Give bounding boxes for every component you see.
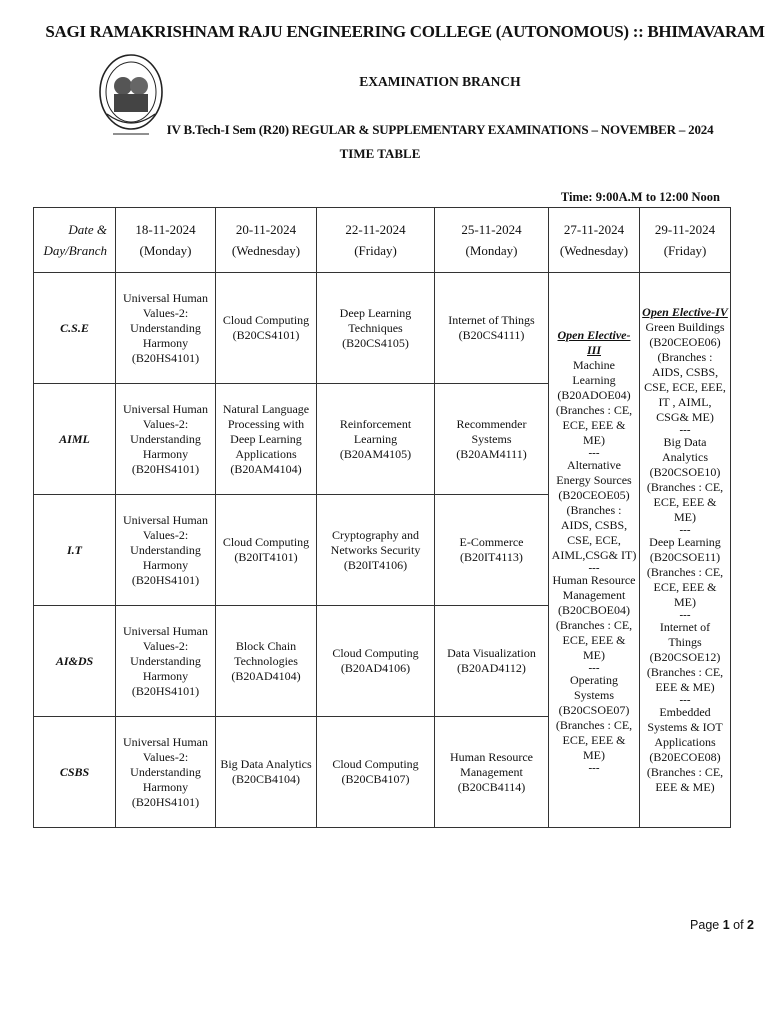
subject-code: (B20CS4105) (342, 335, 409, 350)
subject-cell (435, 495, 549, 606)
elective-code: (B20CEOE05) (558, 487, 630, 502)
subject-cell (435, 384, 549, 495)
subject-code: (B20HS4101) (131, 794, 200, 809)
date-header (116, 208, 216, 273)
elective-branches: (Branches : CE, ECE, EEE & ME) (555, 402, 633, 447)
subject-title: Universal Human Values-2: Understanding Harmony (123, 290, 208, 350)
elective-branches: (Branches : CE, ECE, EEE & ME) (555, 717, 633, 762)
date: 27-11-2024 (563, 222, 625, 237)
date: 20-11-2024 (235, 222, 297, 237)
subject-cell (216, 495, 317, 606)
subject-title: Cloud Computing (222, 535, 310, 549)
subject-cell (216, 273, 317, 384)
day: (Friday) (354, 243, 397, 258)
date: 29-11-2024 (654, 222, 716, 237)
subject-title: Cryptography and Networks Security (330, 527, 421, 557)
subject-code: (B20HS4101) (131, 572, 200, 587)
subject-code: (B20HS4101) (131, 350, 200, 365)
subject-cell (435, 273, 549, 384)
exam-title: IV B.Tech-I Sem (R20) REGULAR & SUPPLEMENTARY EXAMINATIONS – NOVEMBER – 2024 (166, 122, 714, 137)
elective-title: Human Resource Management (552, 572, 636, 602)
subject-title: Universal Human Values-2: Understanding Harmony (123, 734, 208, 794)
examination-branch-title: EXAMINATION BRANCH (359, 74, 521, 89)
subject-title: Human Resource Management (450, 749, 533, 779)
day: (Wednesday) (559, 243, 629, 258)
separator: --- (679, 609, 691, 621)
corner-header (34, 208, 116, 273)
elective-title: Green Buildings (645, 320, 725, 334)
subject-cell (216, 384, 317, 495)
elective-code: (B20CSOE11) (649, 550, 721, 564)
page-current: 1 (722, 918, 730, 932)
subject-title: E-Commerce (459, 535, 524, 549)
subject-title: Cloud Computing (332, 646, 419, 660)
page-of: of (729, 918, 748, 932)
subject-cell (116, 717, 216, 828)
subject-code: (B20IT4106) (343, 557, 408, 572)
subject-cell (317, 273, 435, 384)
subject-code: (B20AD4112) (457, 661, 526, 675)
subject-code: (B20AD4106) (340, 661, 411, 675)
elective-title: Deep Learning (649, 535, 721, 549)
subject-code: (B20HS4101) (131, 461, 200, 476)
subject-cell (116, 384, 216, 495)
elective-branches: (Branches : CE, ECE, EEE & ME) (646, 565, 724, 609)
elective-branches: (Branches : CE, EEE & ME) (646, 665, 724, 694)
separator: --- (679, 524, 691, 536)
subject-code: (B20AD4104) (231, 668, 301, 683)
subject-title: Universal Human Values-2: Understanding Harmony (123, 623, 208, 683)
day: (Friday) (663, 243, 707, 258)
college-name: SAGI RAMAKRISHNAM RAJU ENGINEERING COLLEGE (AUTONOMOUS) :: BHIMAVARAM (45, 22, 765, 41)
elective-code: (B20CSOE10) (649, 465, 721, 479)
elective-code: (B20ECOE08) (649, 750, 721, 764)
subject-code: (B20CS4101) (232, 328, 300, 342)
branch-cell: CSBS (34, 717, 116, 828)
subject-cell (116, 606, 216, 717)
subject-title: Internet of Things (448, 313, 535, 327)
elective-branches: (Branches : CE, ECE, EEE & ME) (646, 480, 724, 524)
corner-line-1: Date & (68, 222, 107, 237)
date-header (216, 208, 317, 273)
open-elective-4-cell (640, 273, 731, 828)
subject-cell (216, 717, 317, 828)
subject-title: Deep Learning Techniques (339, 305, 412, 335)
subject-title: Universal Human Values-2: Understanding Harmony (123, 401, 208, 461)
branch-cell: I.T (34, 495, 116, 606)
date: 25-11-2024 (461, 222, 522, 237)
elective-code: (B20CEOE06) (649, 335, 721, 349)
branch-cell: C.S.E (34, 273, 116, 384)
corner-line-2: Day/Branch (43, 243, 107, 258)
day: (Monday) (139, 243, 192, 258)
subject-cell (317, 384, 435, 495)
subject-code: (B20HS4101) (131, 683, 200, 698)
subject-cell (216, 606, 317, 717)
subject-code: (B20AM4111) (456, 446, 527, 461)
subject-cell (435, 606, 549, 717)
subject-code: (B20IT4113) (460, 550, 523, 564)
subject-code: (B20AM4105) (339, 446, 412, 461)
timetable (33, 207, 731, 828)
subject-cell (435, 717, 549, 828)
time-table-title: TIME TABLE (339, 146, 421, 161)
subject-title: Natural Language Processing with Deep Learning Applications (222, 401, 310, 461)
subject-cell (116, 273, 216, 384)
subject-code: (B20AM4104) (230, 461, 302, 476)
subject-code: (B20CB4114) (457, 779, 526, 794)
elective-code: (B20ADOE04) (557, 387, 631, 402)
date-header (549, 208, 640, 273)
elective-title: Machine Learning (572, 357, 616, 387)
separator: --- (588, 446, 600, 459)
exam-time: Time: 9:00A.M to 12:00 Noon (560, 190, 720, 204)
separator: --- (679, 424, 691, 436)
table-row (34, 273, 731, 384)
branch-cell: AIML (34, 384, 116, 495)
elective-code: (B20CSOE12) (649, 650, 721, 664)
page-number (690, 918, 754, 932)
date-header (435, 208, 549, 273)
subject-cell (317, 717, 435, 828)
elective-title: Operating Systems (570, 672, 618, 702)
elective-code: (B20CBOE04) (558, 602, 630, 617)
elective-title: Big Data Analytics (662, 435, 708, 464)
subject-cell (116, 495, 216, 606)
separator: --- (679, 694, 691, 706)
elective-title: Internet of Things (659, 620, 711, 649)
subject-code: (B20IT4101) (234, 550, 298, 564)
branch-cell: AI&DS (34, 606, 116, 717)
separator: --- (588, 661, 600, 674)
date-header (317, 208, 435, 273)
elective-branches: (Branches : CE, EEE & ME) (646, 765, 724, 794)
subject-title: Reinforcement Learning (339, 416, 412, 446)
subject-code: (B20CB4104) (231, 772, 300, 786)
subject-title: Cloud Computing (222, 313, 310, 327)
elective-title: Embedded Systems & IOT Applications (647, 705, 723, 749)
separator: --- (588, 761, 600, 774)
subject-cell (317, 495, 435, 606)
subject-title: Data Visualization (447, 646, 536, 660)
elective-title: Alternative Energy Sources (556, 457, 632, 487)
subject-cell (317, 606, 435, 717)
page-prefix: Page (690, 918, 723, 932)
subject-title: Cloud Computing (332, 757, 419, 771)
page-total: 2 (747, 918, 754, 932)
open-elective-3-cell (549, 273, 640, 828)
subject-title: Block Chain Technologies (234, 638, 298, 668)
date-header (640, 208, 731, 273)
subject-title: Recommender Systems (456, 416, 527, 446)
open-elective-3-heading: Open Elective-III (557, 327, 631, 357)
separator: --- (588, 561, 600, 574)
date: 22-11-2024 (345, 222, 406, 237)
elective-branches: (Branches : AIDS, CSBS, CSE, ECE, EEE, IT , AIML, CSG& ME) (644, 350, 726, 424)
subject-title: Big Data Analytics (220, 757, 312, 771)
date: 18-11-2024 (135, 222, 196, 237)
open-elective-4-heading: Open Elective-IV (642, 305, 728, 319)
day: (Monday) (465, 243, 518, 258)
header-row (34, 208, 731, 273)
subject-title: Universal Human Values-2: Understanding Harmony (123, 512, 208, 572)
day: (Wednesday) (231, 243, 301, 258)
elective-branches: (Branches : AIDS, CSBS, CSE, ECE, AIML,CSG& IT) (551, 502, 637, 562)
subject-code: (B20CS4111) (458, 328, 525, 342)
elective-branches: (Branches : CE, ECE, EEE & ME) (555, 617, 633, 662)
elective-code: (B20CSOE07) (558, 702, 630, 717)
subject-code: (B20CB4107) (341, 772, 410, 786)
